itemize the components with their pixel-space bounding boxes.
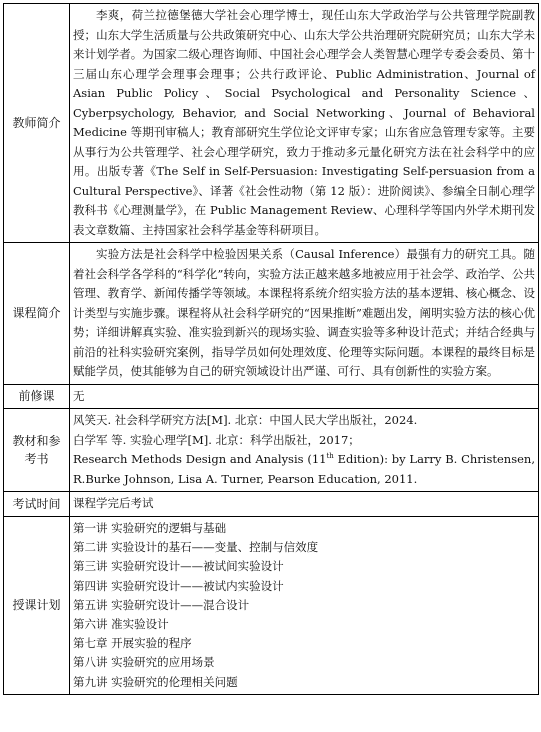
reference-3-pre: Research Methods Design and Analysis (11 (73, 452, 327, 467)
teacher-row (4, 4, 539, 243)
reference-3-sup: th (326, 452, 334, 461)
materials-label (4, 409, 70, 492)
teacher-label: 教师简介 (4, 4, 70, 243)
plan-item: 第五讲 实验研究设计——混合设计 (73, 597, 250, 612)
plan-item: 第七章 开展实验的程序 (73, 636, 192, 651)
reference-3 (73, 450, 535, 489)
exam-label: 考试时间 (4, 492, 70, 517)
prereq-row (4, 384, 539, 409)
course-intro-cell (70, 243, 539, 385)
reference-3-post: Edition): by Larry B. Christensen, R.Burke Johnson, Lisa A. Turner, Pearson Education, 2011. (73, 452, 535, 486)
course-row (4, 243, 539, 385)
exam-row (4, 492, 539, 517)
plan-row (4, 517, 539, 695)
plan-item: 第二讲 实验设计的基石——变量、控制与信效度 (73, 540, 319, 555)
materials-row (4, 409, 539, 492)
materials-label-line1: 教材和参 (12, 434, 61, 449)
plan-item: 第八讲 实验研究的应用场景 (73, 655, 215, 670)
prereq-label: 前修课 (4, 384, 70, 409)
plan-item: 第六讲 准实验设计 (73, 617, 169, 632)
plan-item: 第四讲 实验研究设计——被试内实验设计 (73, 578, 284, 593)
exam-value: 课程学完后考试 (70, 492, 539, 517)
plan-item: 第三讲 实验研究设计——被试间实验设计 (73, 559, 284, 574)
plan-item: 第九讲 实验研究的伦理相关问题 (73, 674, 238, 689)
materials-cell (70, 409, 539, 492)
teacher-intro-cell (70, 4, 539, 243)
prereq-value: 无 (70, 384, 539, 409)
plan-item: 第一讲 实验研究的逻辑与基础 (73, 521, 227, 536)
teacher-intro-text: 李爽，荷兰拉德堡德大学社会心理学博士，现任山东大学政治学与公共管理学院副教授；山东大学生活质量与公共政策研究中心、山东大学公共治理研究院研究员；山东大学未来计划学者。为国家二级心理咨询师、中国社会心理学会人类智慧心理学专委会委员、第十三届山东心理学会理事会理事；公共行政评论、Public Administration、Journal of Asian Public Policy、Social Psychological and Personality Science、Cyberpsychology, Behavior, and Social Networking、Journal of Behavioral Medicine 等期刊审稿人；教育部研究生学位论文评审专家；山东省应急管理专家等。主要从事行为公共管理学、社会心理学研究，致力于推动多元量化研究方法在社会科学中的应用。出版专著《The Self in Self-Persuasion: Investigating Self-persuasion from a Cultural Perspective》、译著《社会性动物（第 12 版）：进阶阅读》、参编全日制心理学教科书《心理测量学》，在 Public Management Review、心理科学等国内外学术期刊发表文章数篇、主持国家社会科学基金等科研项目。 (73, 8, 535, 237)
materials-label-line2: 考书 (24, 452, 49, 467)
plan-label: 授课计划 (4, 517, 70, 695)
course-label: 课程简介 (4, 243, 70, 385)
plan-cell (70, 517, 539, 695)
course-info-table (3, 3, 539, 695)
reference-1: 风笑天. 社会科学研究方法[M]. 北京：中国人民大学出版社，2024. (73, 413, 418, 428)
reference-2: 白学军 等. 实验心理学[M]. 北京：科学出版社，2017； (73, 432, 360, 447)
course-intro-text: 实验方法是社会科学中检验因果关系（Causal Inference）最强有力的研究工具。随着社会科学各学科的“科学化”转向，实验方法正越来越多地被应用于社会学、政治学、公共管理、教育学、新闻传播学等领域。本课程将系统介绍实验方法的基本逻辑、核心概念、设计类型与实施步骤。课程将从社会科学研究的“因果推断”难题出发，阐明实验方法的核心优势；详细讲解真实验、准实验到新兴的现场实验、调查实验等多种设计范式；并结合经典与前沿的社科实验研究案例，指导学员如何处理效度、伦理等实际问题。本课程的最终目标是赋能学员，使其能够为自己的研究领域设计出严谨、可行、具有创新性的实验方案。 (73, 247, 535, 378)
